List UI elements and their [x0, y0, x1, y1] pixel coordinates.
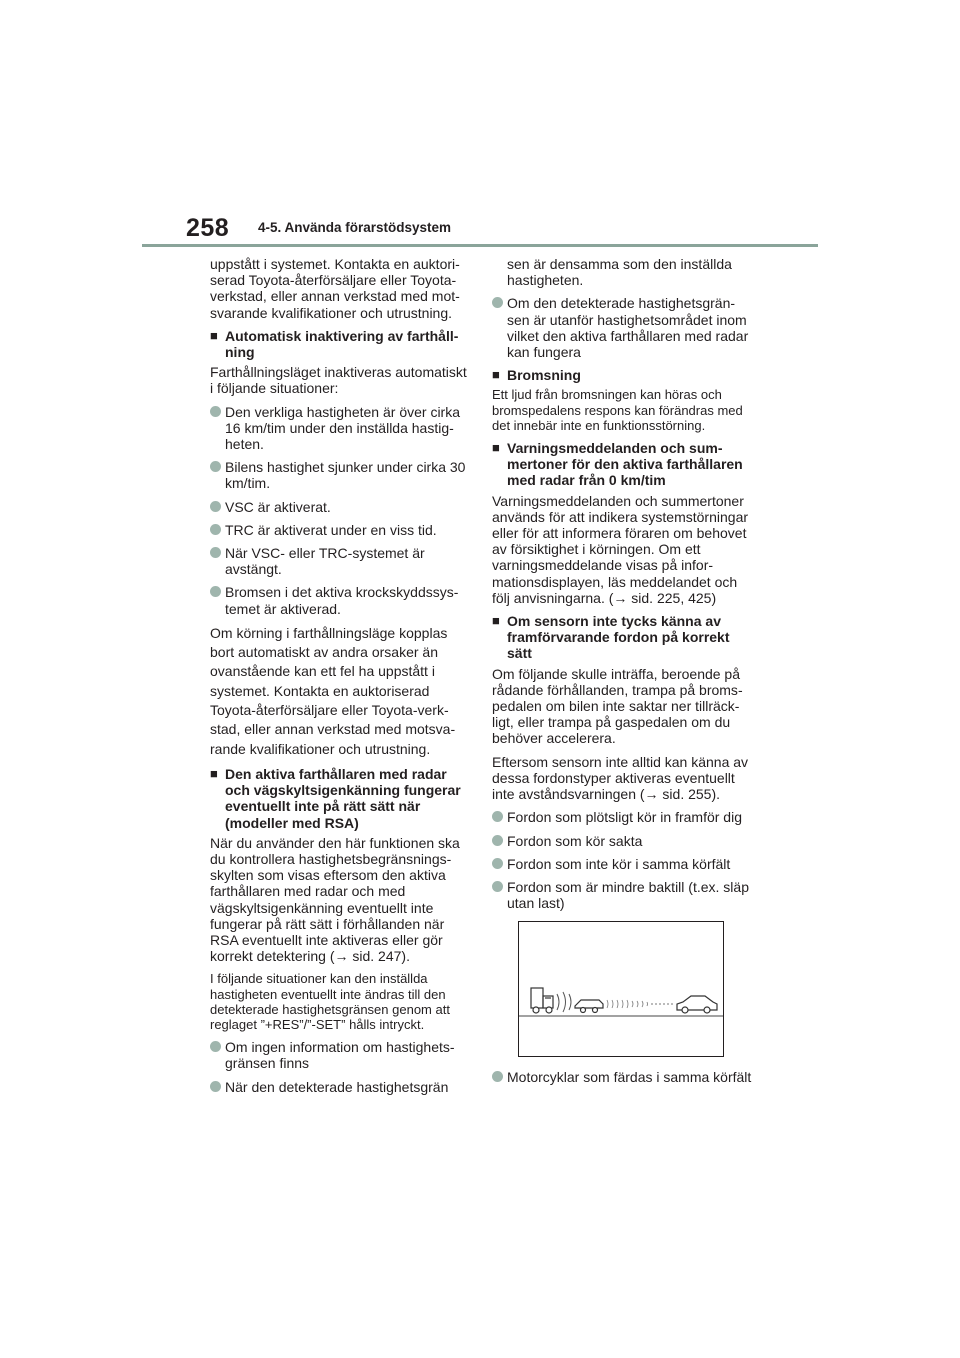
list-item: [492, 1069, 752, 1085]
paragraph: Om följande skulle inträffa, beroende på rådande förhållanden, trampa på bromspedalen om bilen inte saktar ner tillräckligt, eller trampa på gaspedalen om du behöver accelerera.: [492, 665, 743, 747]
round-bullet-icon: [210, 499, 225, 515]
car-icon: [677, 996, 717, 1013]
subheading: [492, 440, 752, 489]
list-item-text: När VSC- eller TRC-systemet är avstängt.: [225, 545, 425, 578]
round-bullet-icon: [492, 879, 507, 911]
list-item-text: Bilens hastighet sjunker under cirka 30 km/tim.: [225, 459, 466, 492]
truck-icon: [531, 988, 553, 1013]
list-item: [210, 1079, 468, 1095]
list-item: [210, 499, 468, 515]
round-bullet-icon: [492, 1069, 507, 1085]
round-bullet-icon: [210, 404, 225, 453]
list-item-text: Den verkliga hastigheten är över cirka 16 km/tim under den inställda hastigheten.: [225, 403, 461, 453]
page-number: 258: [186, 214, 230, 242]
subheading-text: Varningsmeddelanden och summertoner för den aktiva farthållaren med radar från 0 km/tim: [507, 440, 743, 489]
round-bullet-icon: [492, 856, 507, 872]
radar-wave-icon: [557, 992, 571, 1012]
left-column: [210, 256, 468, 1102]
square-bullet-icon: ■: [492, 367, 500, 383]
list-item-text: Fordon som inte kör i samma körfält: [507, 855, 731, 872]
subheading: [492, 367, 752, 383]
paragraph: uppstått i systemet. Kontakta en auktoriserad Toyota-återförsäljare eller Toyota-verkstad, eller annan verkstad med motsvarande kvalifikationer och utrustning.: [210, 256, 460, 321]
round-bullet-icon: [210, 522, 225, 538]
list-item-text: När den detekterade hastighetsgrän: [225, 1078, 449, 1095]
right-column: [492, 256, 752, 1093]
list-item-text: VSC är aktiverat.: [225, 498, 331, 515]
square-bullet-icon: ■: [492, 440, 500, 456]
round-bullet-icon: [492, 295, 507, 360]
radar-illustration: [519, 922, 723, 1056]
subheading-text: Automatisk inaktivering av farthållning: [225, 327, 459, 361]
square-bullet-icon: ■: [210, 765, 218, 781]
paragraph: I följande situationer kan den inställda hastigheten eventuellt inte ändras till den detekterade hastighetsgränsen genom att reglaget ”+RES”/”-SET” hålls intryckt.: [210, 971, 450, 1032]
list-item: [492, 295, 752, 360]
list-item-text: Motorcyklar som färdas i samma körfält: [507, 1069, 752, 1086]
section-title: 4-5. Använda förarstödsystem: [258, 220, 452, 235]
list-item-text: Bromsen i det aktiva krockskyddssystemet är aktiverad.: [225, 584, 459, 617]
subheading-text: Om sensorn inte tycks känna av framförvarande fordon på korrekt sätt: [507, 613, 730, 662]
paragraph: Varningsmeddelanden och summertoner används för att indikera systemstörningar eller för att informera föraren om behovet av försiktighet i körningen. Om ett varningsmeddelande visas på informationsdisplayen, läs meddelandet och följ anvisningarna. (→ sid. 225, 425): [492, 492, 749, 606]
list-item-text: Fordon som plötsligt kör in framför dig: [507, 809, 742, 826]
list-item: [492, 856, 752, 872]
round-bullet-icon: [210, 545, 225, 577]
list-item: [210, 584, 468, 616]
round-bullet-icon: [210, 1079, 225, 1095]
round-bullet-icon: [492, 833, 507, 849]
paragraph: Farthållningsläget inaktiveras automatiskt i följande situationer:: [210, 364, 467, 397]
list-item: [492, 833, 752, 849]
radar-wave-icon: [607, 1000, 648, 1008]
list-item: [210, 545, 468, 577]
header-divider: [142, 244, 818, 247]
subheading: [210, 766, 468, 831]
square-bullet-icon: ■: [492, 613, 500, 629]
paragraph: Ett ljud från bromsningen kan höras och bromspedalens respons kan förändras med det innebär inte en funktionsstörning.: [492, 387, 743, 433]
list-item-text: Fordon som kör sakta: [507, 832, 643, 849]
subheading-text: Bromsning: [507, 367, 581, 384]
subheading: [210, 328, 468, 360]
paragraph: När du använder den här funktionen ska du kontrollera hastighetsbegränsningsskylten som visas eftersom den aktiva farthållaren med radar och med vägskyltsigenkänning eventuellt inte fungerar på rätt sätt i förhållanden när RSA eventuellt inte aktiveras eller gör korrekt detektering (→ sid. 247).: [210, 834, 460, 965]
list-item-text: Om ingen information om hastighetsgränsen finns: [225, 1039, 455, 1072]
round-bullet-icon: [210, 459, 225, 491]
illustration-truck-trailer-car: [518, 921, 724, 1057]
paragraph: Om körning i farthållningsläge kopplas bort automatiskt av andra orsaker än ovanstående kan ett fel ha uppstått i systemet. Kontakta en auktoriserad Toyota-återförsäljare eller Toyota-verkstad, eller annan verkstad med motsvarande kvalifikationer och utrustning.: [210, 624, 456, 757]
paragraph: sen är densamma som den inställda hastigheten.: [507, 256, 732, 289]
subheading-text: Den aktiva farthållaren med radar och vägskyltsigenkänning fungerar eventuellt inte på rätt sätt när (modeller med RSA): [225, 765, 461, 831]
list-item: [492, 809, 752, 825]
list-item: [492, 879, 752, 911]
paragraph: Eftersom sensorn inte alltid kan känna av dessa fordonstyper aktiveras eventuellt inte avståndsvarningen (→ sid. 255).: [492, 753, 749, 803]
trailer-icon: [575, 1000, 603, 1013]
list-item: [210, 522, 468, 538]
list-item-text: TRC är aktiverat under en viss tid.: [225, 521, 437, 538]
round-bullet-icon: [210, 1039, 225, 1071]
round-bullet-icon: [492, 809, 507, 825]
list-item: [210, 459, 468, 491]
list-item: [210, 1039, 468, 1071]
list-item: [210, 404, 468, 453]
list-item-text: Fordon som är mindre baktill (t.ex. släp utan last): [507, 878, 749, 912]
subheading: [492, 613, 752, 662]
round-bullet-icon: [210, 584, 225, 616]
square-bullet-icon: ■: [210, 327, 218, 343]
list-item-text: Om den detekterade hastighetsgränsen är utanför hastighetsområdet inom vilket den aktiva farthållaren med radar kan fungera: [507, 295, 749, 361]
